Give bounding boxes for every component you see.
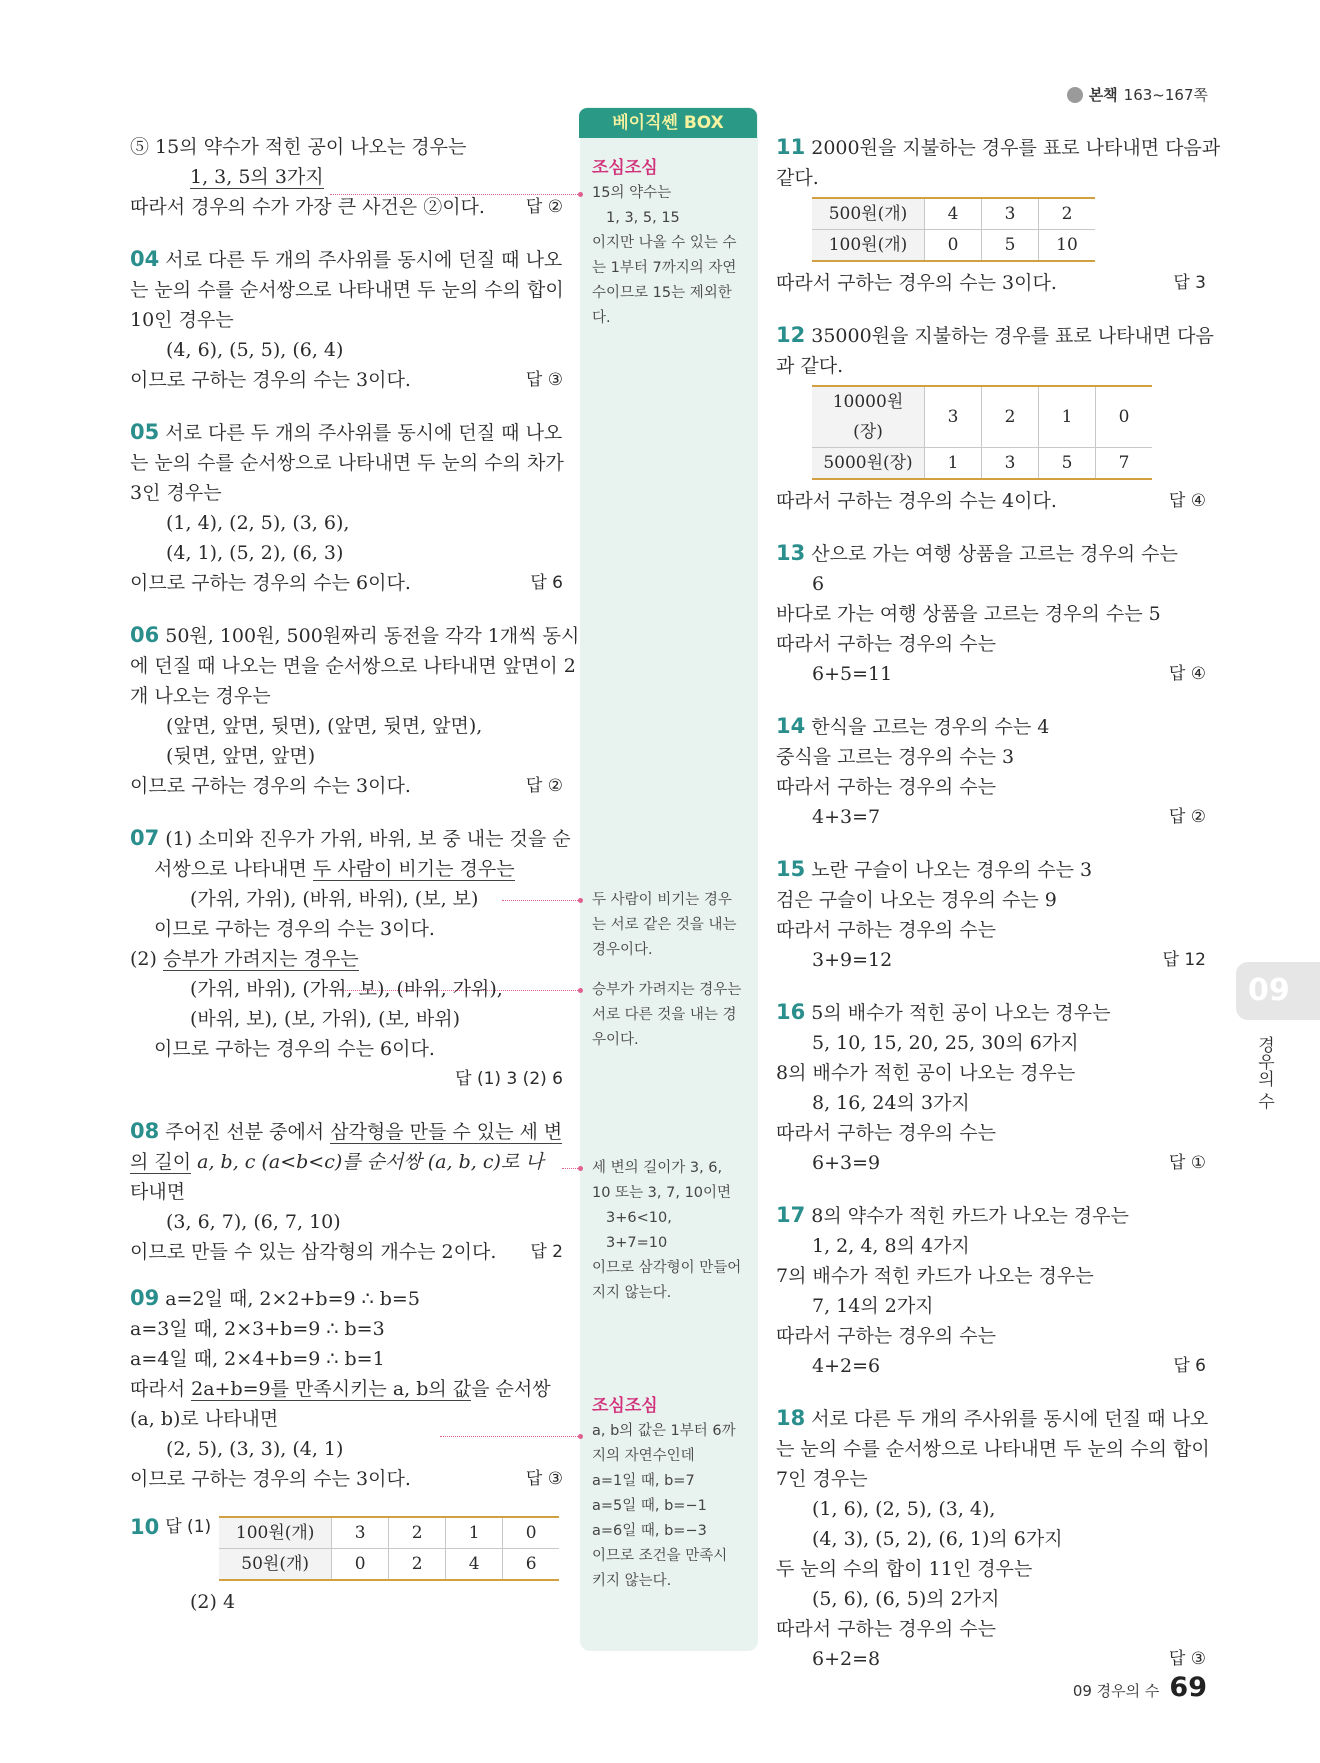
solution-text: (2) [130,948,163,970]
solution-line: 따라서 구하는 경우의 수는 [776,1122,997,1144]
table-cell: 6 [503,1549,560,1581]
problem-number: 13 [776,541,806,565]
solution-text: 2000원을 지불하는 경우를 표로 나타내면 다음과 [811,137,1221,159]
row-header-cell: 100원(개) [812,230,925,262]
table-cell: 3 [925,386,982,448]
problem-number: 06 [130,623,160,647]
solution-text: 주어진 선분 중에서 [165,1121,331,1143]
note-line: 3+7=10 [606,1235,668,1251]
table-cell: 7 [1096,448,1153,480]
note-line: a, b의 값은 1부터 6까 [592,1423,736,1439]
table-cell: 3 [982,448,1039,480]
solution-line: ⑤ 15의 약수가 적힌 공이 나오는 경우는 [130,136,467,158]
table-cell: 2 [389,1549,446,1581]
solution-line: (가위, 바위), (가위, 보), (바위, 가위), [190,978,503,1000]
solution-line: (4, 3), (5, 2), (6, 1)의 6가지 [812,1528,1063,1550]
solution-12 [776,320,1214,516]
solution-09 [130,1283,563,1494]
solution-line [130,1147,563,1177]
solution-line: (2) 4 [190,1591,236,1613]
solution-line: 개 나오는 경우는 [130,685,271,707]
solution-18 [776,1403,1210,1674]
solution-text: 4+2=6 [812,1355,881,1377]
solution-line [130,1283,563,1314]
table-cell: 0 [925,230,982,262]
solution-line: 8, 16, 24의 3가지 [812,1092,970,1114]
answer-mark: 답 ③ [525,1469,563,1489]
problem-number: 04 [130,247,160,271]
table-row [812,386,1152,448]
solution-line: (바위, 보), (보, 가위), (보, 바위) [190,1008,461,1030]
reference-pages: 163~167쪽 [1123,86,1208,104]
solution-line: (5, 6), (6, 5)의 2가지 [812,1588,1000,1610]
footer-chapter: 09 경우의 수 [1072,1682,1160,1700]
hint-label: 조심조심 [592,158,658,178]
table-cell: 4 [925,198,982,230]
solution-text: 이므로 구하는 경우의 수는 6이다. [130,572,411,594]
solution-10 [130,1512,563,1617]
solution-line [776,538,1206,569]
problem-number: 12 [776,323,806,347]
problem-number: 10 [130,1515,160,1539]
solution-line: (1, 6), (2, 5), (3, 4), [812,1498,996,1520]
solution-line [130,365,563,395]
leader-dot [578,1434,583,1439]
solution-text: 따라서 구하는 경우의 수는 4이다. [776,490,1057,512]
note-line: 서로 다른 것을 내는 경 [592,1007,737,1023]
answer-mark: 답 ② [525,197,563,217]
solution-line: (a, b)로 나타내면 [130,1408,279,1430]
table-cell: 1 [446,1517,503,1549]
answer-mark: 답 2 [530,1242,563,1262]
underlined-text: 1, 3, 5의 3가지 [190,166,324,188]
leader-dot [578,988,583,993]
note-line: 지의 자연수인데 [592,1448,695,1464]
solution-text: 6+2=8 [812,1648,881,1670]
table-cell: 2 [389,1517,446,1549]
table-cell: 0 [332,1549,389,1581]
page-reference [1067,84,1208,105]
solution-line: 중식을 고르는 경우의 수는 3 [776,746,1015,768]
note-line: 키지 않는다. [592,1573,672,1589]
underlined-text: 2a+b=9를 만족시키는 a, b의 값 [191,1378,472,1400]
note-line: a=1일 때, b=7 [592,1473,695,1489]
leader-dot [578,898,583,903]
solution-text: 서로 다른 두 개의 주사위를 동시에 던질 때 나오 [165,249,563,271]
note-line: 지지 않는다. [592,1285,672,1301]
note-line: 세 변의 길이가 3, 6, [592,1160,723,1176]
solution-text: 한식을 고르는 경우의 수는 4 [811,716,1050,738]
note-line: 우이다. [592,1032,639,1048]
problem-number: 16 [776,1000,806,1024]
table-cell: 5 [1039,448,1096,480]
note-line: 수이므로 15는 제외한 [592,285,732,301]
solution-line [130,771,563,801]
answer-mark: 답 6 [1173,1356,1206,1376]
solution-text: 이므로 구하는 경우의 수는 3이다. [130,369,411,391]
solution-line: (4, 6), (5, 5), (6, 4) [166,339,344,361]
solution-14 [776,711,1206,832]
row-header-cell: 10000원(장) [812,386,925,448]
answer-mark: 답 (1) 3 (2) 6 [455,1069,563,1089]
note-line: 1, 3, 5, 15 [606,210,680,226]
solution-line: (앞면, 앞면, 뒷면), (앞면, 뒷면, 앞면), [166,715,483,737]
solution-line [130,620,580,651]
leader-dot [578,1166,583,1171]
solution-text: 3+9=12 [812,949,893,971]
chapter-tab-label: 경우의 수 [1254,1036,1274,1110]
solution-line [130,854,563,884]
solution-text: 을 순서쌍 [471,1378,551,1400]
answer-mark: 답 6 [530,573,563,593]
underlined-text: 의 길이 [130,1151,192,1173]
solution-line: a=4일 때, 2×4+b=9 ∴ b=1 [130,1348,385,1370]
table-cell: 3 [982,198,1039,230]
row-header-cell: 100원(개) [219,1517,332,1549]
answer-mark: 답 ③ [525,370,563,390]
note-line: 10 또는 3, 7, 10이면 [592,1185,732,1201]
solution-text: 이므로 구하는 경우의 수는 3이다. [130,775,411,797]
solution-text: (1) 소미와 진우가 가위, 바위, 보 중 내는 것을 순 [165,828,571,850]
note-line: 다. [592,310,611,326]
solution-text: 따라서 경우의 수가 가장 큰 사건은 ②이다. [130,196,485,218]
solution-line [130,244,563,275]
table-cell: 0 [1096,386,1153,448]
problem-number: 18 [776,1406,806,1430]
table-cell: 1 [1039,386,1096,448]
problem-number: 17 [776,1203,806,1227]
answer-mark: 답 ① [1168,1153,1206,1173]
solution-line: 에 던질 때 나오는 면을 순서쌍으로 나타내면 앞면이 2 [130,655,576,677]
solution-line: 타내면 [130,1181,186,1203]
solution-line: 1, 2, 4, 8의 4가지 [812,1235,970,1257]
solution-10-row [130,1512,563,1587]
page-number: 69 [1169,1672,1207,1703]
solution-line: 7의 배수가 적힌 카드가 나오는 경우는 [776,1265,1094,1287]
row-header-cell: 5000원(장) [812,448,925,480]
solution-line: 따라서 구하는 경우의 수는 [776,919,997,941]
note-line: a=6일 때, b=−3 [592,1523,707,1539]
table-cell: 1 [925,448,982,480]
problem-number: 05 [130,420,160,444]
solution-line [776,1644,1206,1674]
solution-line [776,486,1206,516]
solution-text: 서쌍으로 나타내면 [154,858,313,880]
table-row [219,1549,559,1581]
solution-text: 6+3=9 [812,1152,881,1174]
underlined-text: 승부가 가려지는 경우는 [162,948,359,970]
solution-17 [776,1200,1206,1381]
table-cell: 4 [446,1549,503,1581]
solution-line: 7, 14의 2가지 [812,1295,934,1317]
solution-line [130,1116,563,1147]
table-row [812,230,1095,262]
solution-11 [776,132,1221,298]
solution-line [776,1403,1209,1434]
solution-text: 35000원을 지불하는 경우를 표로 나타내면 다음 [811,325,1214,347]
solution-line [130,162,563,192]
hint-note-15-divisors [592,156,750,331]
problem-number: 08 [130,1119,160,1143]
table-row [812,198,1095,230]
solution-line [776,997,1206,1028]
table-cell: 2 [1039,198,1096,230]
solution-text: 따라서 구하는 경우의 수는 3이다. [776,272,1057,294]
solution-07 [130,823,571,1094]
solution-text: a=2일 때, 2×2+b=9 ∴ b=5 [165,1288,420,1310]
payment-table [812,197,1095,262]
solution-line: 따라서 구하는 경우의 수는 [776,776,997,798]
solution-line: 8의 배수가 적힌 공이 나오는 경우는 [776,1062,1076,1084]
solution-text: 4+3=7 [812,806,881,828]
leader-dot [578,192,583,197]
row-header-cell: 50원(개) [219,1549,332,1581]
left-column [130,132,580,1617]
solution-line [130,417,563,448]
answer-mark: 답 ④ [1168,491,1206,511]
solution-line: 이므로 구하는 경우의 수는 3이다. [154,918,435,940]
solution-13 [776,538,1206,689]
row-header-cell: 500원(개) [812,198,925,230]
solution-text: 5의 배수가 적힌 공이 나오는 경우는 [811,1002,1111,1024]
solution-line: 5, 10, 15, 20, 25, 30의 6가지 [812,1032,1079,1054]
solution-08 [130,1116,563,1267]
note-line: 3+6<10, [606,1210,672,1226]
solution-line: 따라서 구하는 경우의 수는 [776,1618,997,1640]
solution-line: (뒷면, 앞면, 앞면) [166,745,316,767]
solution-line: 7인 경우는 [776,1468,868,1490]
answer-mark: 답 ② [1168,807,1206,827]
solution-line [776,945,1206,975]
solution-line [776,854,1206,885]
solution-text: 8의 약수가 적힌 카드가 나오는 경우는 [811,1205,1129,1227]
right-column [776,132,1221,1674]
table-row [219,1517,559,1549]
solution-line: 3인 경우는 [130,482,222,504]
solution-line [130,823,571,854]
note-triangle [592,1156,750,1306]
solution-03 [130,132,563,222]
solution-line [776,659,1206,689]
solution-line [130,568,563,598]
solution-text: 서로 다른 두 개의 주사위를 동시에 던질 때 나오 [165,422,563,444]
solution-06 [130,620,580,801]
answer-mark: 답 12 [1162,950,1206,970]
solution-line [130,944,563,974]
problem-number: 11 [776,135,806,159]
solution-line: 바다로 가는 여행 상품을 고르는 경우의 수는 5 [776,603,1161,625]
solution-line: 검은 구슬이 나오는 경우의 수는 9 [776,889,1057,911]
problem-number: 09 [130,1286,160,1310]
coin-count-table [219,1516,559,1581]
solution-line [776,320,1214,351]
solution-line: (1, 4), (2, 5), (3, 6), [166,512,350,534]
solution-line [776,711,1206,742]
answer-mark: 답 3 [1173,273,1206,293]
solution-04 [130,244,563,395]
table-cell: 10 [1039,230,1096,262]
note-win-lose-case [592,978,750,1053]
solution-text: 서로 다른 두 개의 주사위를 동시에 던질 때 나오 [811,1408,1209,1430]
note-line: 15의 약수는 [592,185,672,201]
solution-line [776,802,1206,832]
solution-text: a, b, c (a<b<c)를 순서쌍 (a, b, c)로 나 [191,1151,544,1173]
table-cell: 0 [503,1517,560,1549]
solution-line [776,268,1206,298]
underlined-text: 두 사람이 비기는 경우는 [312,858,515,880]
basic-box-title: 베이직쎈 BOX [579,108,757,138]
solution-line: (4, 1), (5, 2), (6, 3) [166,542,344,564]
note-line: a=5일 때, b=−1 [592,1498,707,1514]
chapter-tab[interactable]: 09 [1236,962,1320,1020]
solution-line [130,192,563,222]
solution-line: 같다. [776,167,819,189]
solution-line [776,132,1221,163]
solution-line: 따라서 구하는 경우의 수는 [776,633,997,655]
solution-text: 50원, 100원, 500원짜리 동전을 각각 1개씩 동시 [165,625,580,647]
note-line: 이지만 나올 수 있는 수 [592,235,737,251]
note-line: 승부가 가려지는 경우는 [592,982,742,998]
solution-text: 6+5=11 [812,663,893,685]
table-cell: 5 [982,230,1039,262]
solution-16 [776,997,1206,1178]
solution-line [130,1464,563,1494]
solution-line: a=3일 때, 2×3+b=9 ∴ b=3 [130,1318,385,1340]
solution-text: 노란 구슬이 나오는 경우의 수는 3 [811,859,1093,881]
solution-line: (가위, 가위), (바위, 바위), (보, 보) [190,888,479,910]
solution-line: 6 [812,573,825,595]
solution-text: 이므로 만들 수 있는 삼각형의 개수는 2이다. [130,1241,497,1263]
solution-text: 산으로 가는 여행 상품을 고르는 경우의 수는 [811,543,1178,565]
page-footer [1073,1672,1207,1703]
solution-line: 과 같다. [776,355,844,377]
solution-line: 는 눈의 수를 순서쌍으로 나타내면 두 눈의 수의 차가 [130,452,564,474]
table-cell: 2 [982,386,1039,448]
note-line: 는 서로 같은 것을 내는 [592,917,737,933]
solution-line: 이므로 구하는 경우의 수는 6이다. [154,1038,435,1060]
note-draw-case [592,888,750,963]
table-cell: 3 [332,1517,389,1549]
solution-line: 10인 경우는 [130,309,234,331]
note-line: 두 사람이 비기는 경우 [592,892,732,908]
solution-line: (2, 5), (3, 3), (4, 1) [166,1438,344,1460]
solution-05 [130,417,563,598]
solution-text: 이므로 구하는 경우의 수는 3이다. [130,1468,411,1490]
solution-text: 따라서 [130,1378,192,1400]
reference-icon [1067,87,1083,103]
solution-line [130,1237,563,1267]
table-row [812,448,1152,480]
hint-label: 조심조심 [592,1396,658,1416]
answer-mark: 답 ② [525,776,563,796]
note-line: 경우이다. [592,942,653,958]
solution-15 [776,854,1206,975]
solution-line: 는 눈의 수를 순서쌍으로 나타내면 두 눈의 수의 합이 [776,1438,1210,1460]
solution-line [130,1374,563,1404]
solution-line: 두 눈의 수의 합이 11인 경우는 [776,1558,1033,1580]
problem-number: 07 [130,826,160,850]
problem-number: 14 [776,714,806,738]
hint-note-natural-numbers [592,1394,750,1594]
answer-mark: 답 (1) [165,1517,212,1537]
problem-number: 15 [776,857,806,881]
solution-line [776,1351,1206,1381]
solution-line: 따라서 구하는 경우의 수는 [776,1325,997,1347]
reference-label: 본책 [1088,86,1118,104]
solution-line [776,1148,1206,1178]
note-line: 는 1부터 7까지의 자연 [592,260,737,276]
note-line: 이므로 삼각형이 만들어 [592,1260,742,1276]
answer-mark: 답 ③ [1168,1649,1206,1669]
answer-mark: 답 ④ [1168,664,1206,684]
solution-line [776,1200,1206,1231]
underlined-text: 삼각형을 만들 수 있는 세 변 [330,1121,563,1143]
payment-table [812,385,1152,480]
note-line: 이므로 조건을 만족시 [592,1548,728,1564]
solution-line: 는 눈의 수를 순서쌍으로 나타내면 두 눈의 수의 합이 [130,279,564,301]
solution-line: (3, 6, 7), (6, 7, 10) [166,1211,341,1233]
